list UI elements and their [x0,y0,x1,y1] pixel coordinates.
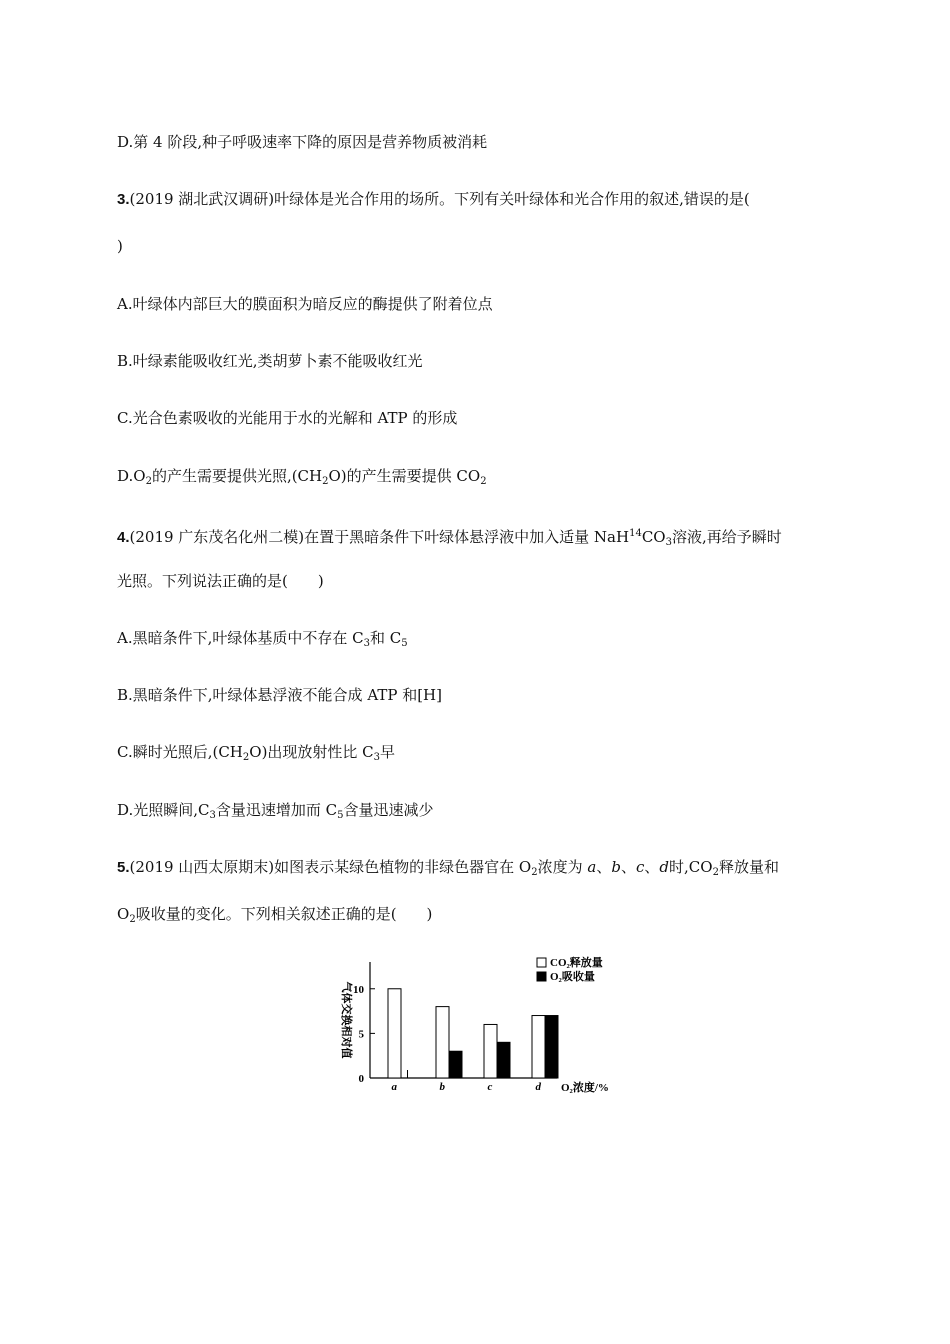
q4-d-part: 含量迅速增加而 C [215,801,338,819]
q5-sep: 、 [644,858,660,876]
q5-subscript: 2 [129,914,136,925]
q3-d-part: 的产生需要提供光照,(CH [151,467,323,485]
q3-option-a-text: A.叶绿体内部巨大的膜面积为暗反应的酶提供了附着位点 [117,295,493,313]
q4-a-subscript: 3 [363,638,370,649]
q4-option-d [117,800,434,826]
q3-option-d [117,466,487,492]
q3-stem-text: (2019 湖北武汉调研)叶绿体是光合作用的场所。下列有关叶绿体和光合作用的叙述,错误的是( [129,190,750,208]
q3-option-c-text: C.光合色素吸收的光能用于水的光解和 ATP 的形成 [117,409,458,427]
q4-d-part: D.光照瞬间,C [117,801,210,819]
q4-option-b [117,685,442,705]
q3-option-c [117,408,457,428]
q4-c-subscript: 2 [242,752,250,763]
q5-subscript: 2 [531,867,538,878]
q3-stem-close-paren: ) [117,237,123,255]
legend-label-o2: O₂吸收量 [550,971,595,983]
q4-option-a [117,628,408,654]
q5-stem-part: 吸收量的变化。下列相关叙述正确的是( ) [135,905,433,923]
q5-stem-part: (2019 山西太原期末)如图表示某绿色植物的非绿色器官在 O [129,858,532,876]
x-category-label: c [487,1081,493,1093]
bar-co2-c [484,1024,497,1078]
q5-var-c: c [635,858,645,876]
q5-var-b: b [611,858,621,876]
q5-stem-part: 浓度为 [537,858,588,876]
q5-sep: 、 [596,858,612,876]
q5-stem-part: 释放量和 [718,858,779,876]
q4-number: 4. [117,529,130,546]
q4-stem-line2 [117,571,324,591]
q3-d-subscript: 2 [322,476,329,487]
q4-c-part: 早 [380,743,396,761]
q4-d-part: 含量迅速减少 [343,801,434,819]
x-category-label: d [535,1081,541,1093]
q5-var-d: d [659,858,670,876]
q4-a-subscript: 5 [401,638,408,649]
q5-stem-part: 时,CO [669,858,713,876]
q5-sep: 、 [620,858,636,876]
bar-co2-a [388,989,401,1078]
legend-label-co2: CO₂释放量 [550,957,603,969]
q4-stem-part: (2019 广东茂名化州二模)在置于黑暗条件下叶绿体悬浮液中加入适量 NaH [129,528,630,546]
q4-stem-part: 溶液,再给予瞬时 [671,528,782,546]
q3-option-b [117,351,423,371]
bar-co2-d [532,1016,545,1078]
q3-option-b-text: B.叶绿素能吸收红光,类胡萝卜素不能吸收红光 [117,352,423,370]
q4-subscript: 3 [665,537,672,548]
q4-c-part: C.瞬时光照后,(CH [117,743,243,761]
y-tick-label: 5 [358,1028,364,1041]
chart-legend [537,955,603,983]
q4-c-subscript: 3 [373,752,381,763]
bar-o2-b [449,1051,462,1078]
q4-superscript: 14 [629,528,642,539]
q4-d-subscript: 3 [209,810,216,821]
q2-option-d [117,132,487,152]
bar-o2-c [497,1042,510,1078]
q5-subscript: 2 [712,867,719,878]
x-category-label: a [391,1081,397,1093]
q4-a-part: A.黑暗条件下,叶绿体基质中不存在 C [117,629,364,647]
q3-d-part: D.O [117,467,146,485]
q5-stem-part: O [117,905,130,923]
q5-stem-line1 [117,857,779,883]
q4-c-part: O)出现放射性比 C [249,743,374,761]
q2-option-d-text: D.第 4 阶段,种子呼吸速率下降的原因是营养物质被消耗 [117,133,488,151]
legend-swatch-co2 [537,958,546,967]
q4-stem-line1 [117,524,782,553]
gas-exchange-bar-chart [325,950,625,1100]
y-tick-label: 10 [353,983,364,996]
q4-stem-part: CO [641,528,666,546]
x-category-label: b [439,1081,445,1093]
q4-a-part: 和 C [370,629,402,647]
q3-d-part: O)的产生需要提供 CO [328,467,481,485]
q3-d-subscript: 2 [145,476,152,487]
q3-number: 3. [117,191,130,208]
q5-var-a: a [587,858,597,876]
x-axis-label: O₂浓度/% [561,1082,609,1094]
q4-option-c [117,742,395,768]
q4-stem-text: 光照。下列说法正确的是( ) [117,572,324,590]
bar-o2-d [545,1016,558,1078]
q3-option-a [117,294,493,314]
legend-swatch-o2 [537,972,546,981]
q3-stem-line2 [117,236,123,256]
y-axis-label: 气体交换相对值 [340,981,352,1059]
q5-stem-line2 [117,904,432,930]
q5-number: 5. [117,859,130,876]
bar-co2-b [436,1007,449,1078]
q3-stem-line1 [117,189,750,210]
q4-d-subscript: 5 [337,810,344,821]
y-tick-label: 0 [358,1073,364,1085]
q3-d-subscript: 2 [480,476,487,487]
q4-option-b-text: B.黑暗条件下,叶绿体悬浮液不能合成 ATP 和[H] [117,686,442,704]
